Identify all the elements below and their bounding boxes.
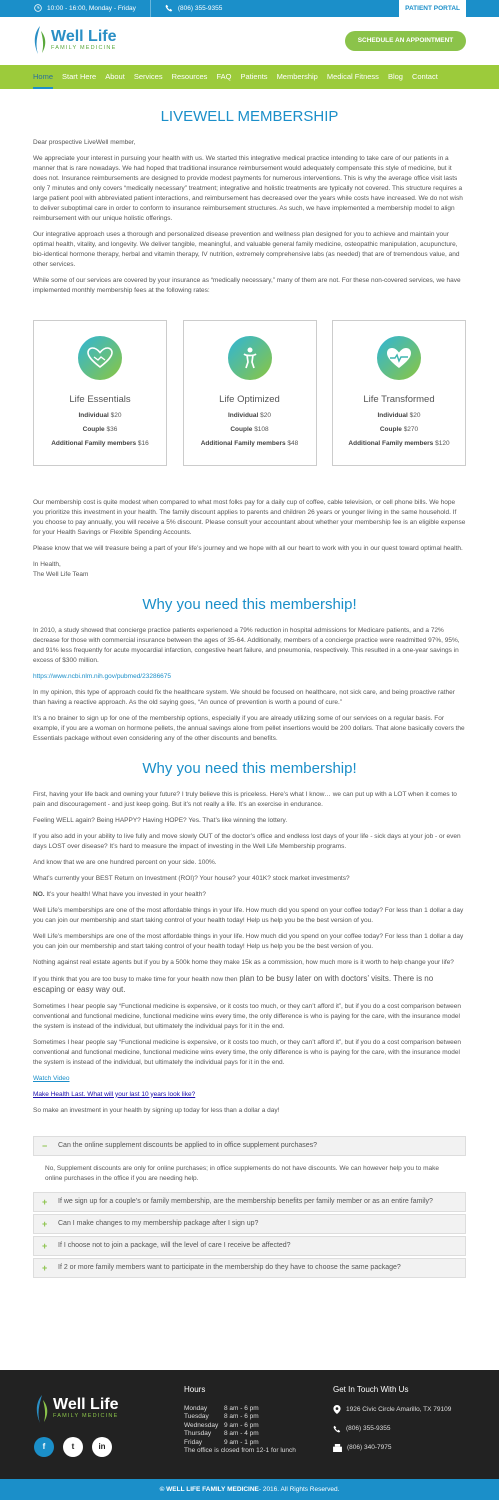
footer-brand: Well Life: [53, 1396, 119, 1414]
nav-faq[interactable]: FAQ: [216, 72, 232, 81]
top-phone-text: (806) 355-9355: [177, 4, 223, 12]
plan-individual: Individual $20: [227, 411, 271, 419]
body-paragraph: If you also add in your ability to live fully and move slowly OUT of the doctor’s office and endless lost days of your life - sick days at your job - or even days LOST over disease? It’s hard to measure the impact of investing in the Well Life Membership programs.: [33, 832, 461, 850]
faq-answer: No, Supplement discounts are only for online purchases; in office supplements do not have discounts. We can however help you to make online purchases in the office if you are needing help.: [45, 1164, 439, 1182]
plus-icon: +: [42, 1262, 48, 1273]
plan-individual: Individual $20: [377, 411, 421, 419]
body-paragraph: Nothing against real estate agents but if you by a 500k home they make 15k as a commission, how much more is it worth to help change your life?: [33, 958, 454, 966]
body-paragraph: What’s currently your BEST Return on Investment (ROI)? Your house? your 401K? stock market investments?: [33, 874, 350, 882]
patient-portal-button[interactable]: PATIENT PORTAL: [399, 0, 466, 17]
office-hours: [34, 4, 136, 13]
hours-row: Wednesday 9 am - 6 pm: [184, 1421, 259, 1429]
hours-row: Monday 8 am - 6 pm: [184, 1404, 259, 1412]
plan-couple: Couple $36: [82, 425, 118, 433]
plan-family: Additional Family members $48: [200, 439, 299, 447]
nav-resources[interactable]: Resources: [171, 72, 208, 81]
lunch-note: The office is closed from 12-1 for lunch: [184, 1447, 296, 1455]
twitter-icon[interactable]: t: [63, 1437, 83, 1457]
body-paragraph: Well Life’s memberships are one of the most affordable things in your life. How much did you spend on your coffee today? For less than 1 dollar a day you can join our membership and start taking control of your health today! Help us help you be the best version of you.: [33, 906, 464, 924]
membership-paragraph: Please know that we will treasure being a part of your life’s journey and we hope with all our heart to work with you in our quest toward optimal health.: [33, 545, 463, 552]
plan-family: Additional Family members $120: [348, 439, 450, 447]
plan-card-transformed: [332, 320, 466, 466]
faq-question[interactable]: + If I choose not to join a package, will the level of care I receive be affected?: [33, 1236, 466, 1256]
map-pin-icon: [333, 1405, 341, 1414]
watch-video-link[interactable]: Watch Video: [33, 1074, 70, 1082]
membership-paragraph: Our membership cost is quite modest when compared to what most folks pay for a daily cup of coffee, cable television, or cell phone bills. We hope you prioritize this investment in your health. The family discount applies to parents and children 26 years or younger living in the same household. If you choose to pay annually, you will receive a 5% discount. Please consult your accountant about whether your membership fee is an eligible expense for your Health Savings or Flexible Spending Accounts.: [33, 499, 466, 536]
intro-paragraph: While some of our services are covered by your insurance as “medically necessary,” many of them are not. For these non-covered services, we have implemented monthly membership fees at the following rates:: [33, 277, 461, 294]
footer-hours: [184, 1384, 314, 1456]
opinion-paragraph: In my opinion, this type of approach could fix the healthcare system. We should be focused on healthcare, not sick care, and being proactive rather than having a reactive approach. As the old saying goes, “An ounce of prevention is worth a pound of cure.”: [33, 688, 455, 706]
plan-individual: Individual $20: [78, 411, 122, 419]
office-hours-text: 10:00 - 16:00, Monday - Friday: [47, 4, 136, 12]
hours-row: Thursday 8 am - 4 pm: [184, 1430, 259, 1438]
nav-blog[interactable]: Blog: [387, 72, 403, 81]
study-paragraph: In 2010, a study showed that concierge practice patients experienced a 79% reduction in hospital admissions for Medicare patients, and a 72% decrease for those with commercial insurance between the ages of 35-64. Additionally, members of a concierge practice were readmitted 97%, 95%, and 91% less frequently for acute myocardial infarction, congestive heart failure, and pneumonia, respectively. This resulted in a one-year savings in excess of $300 million.: [33, 626, 460, 664]
nav-contact[interactable]: Contact: [411, 72, 438, 81]
footer-tagline: FAMILY MEDICINE: [53, 1413, 119, 1420]
divider: [150, 0, 151, 17]
copyright-bar: © WELL LIFE FAMILY MEDICINE - 2016. All Rights Reserved.: [0, 1479, 499, 1500]
fitness-figure-icon: [228, 336, 272, 380]
social-links: [34, 1437, 112, 1457]
handshake-heart-icon: [78, 336, 122, 380]
leaf-logo-icon: [32, 25, 48, 55]
body-paragraph: Well Life’s memberships are one of the most affordable things in your life. How much did you spend on your coffee today? For less than 1 dollar a day you can join our membership and start taking control of your health today! Help us help you be the best version of you.: [33, 932, 464, 950]
plan-name: Life Essentials: [69, 394, 131, 405]
pubmed-link[interactable]: https://www.ncbi.nlm.nih.gov/pubmed/23286675: [33, 672, 172, 680]
plus-icon: +: [42, 1196, 48, 1207]
plan-card-optimized: [183, 320, 317, 466]
busy-paragraph: If you think that you are too busy to make time for your health now then plan to be busy later on with doctors’ visits. There is no escaping or easy way out.: [33, 973, 434, 994]
faq-question[interactable]: + Can I make changes to my membership package after I sign up?: [33, 1214, 466, 1234]
brand-name: Well Life: [51, 27, 117, 45]
site-footer: [0, 1370, 499, 1479]
plan-name: Life Transformed: [363, 394, 435, 405]
clock-icon: [34, 4, 42, 12]
body-paragraph: And know that we are one hundred percent on your side. 100%.: [33, 858, 217, 866]
contact-title: Get In Touch With Us: [333, 1385, 409, 1394]
minus-icon: −: [42, 1140, 48, 1151]
fax-icon: [333, 1444, 342, 1452]
footer-logo[interactable]: [34, 1394, 119, 1424]
hours-title: Hours: [184, 1385, 206, 1394]
hours-row: Tuesday 8 am - 6 pm: [184, 1413, 259, 1421]
make-health-last-link[interactable]: Make Health Last. What will your last 10 years look like?: [33, 1090, 196, 1098]
nav-about[interactable]: About: [105, 72, 125, 81]
faq-question[interactable]: + If 2 or more family members want to participate in the membership do they have to choose the same package?: [33, 1258, 466, 1278]
page-title: LIVEWELL MEMBERSHIP: [160, 108, 339, 125]
body-paragraph: Sometimes I hear people say “Functional medicine is expensive, or it costs too much, or they can’t afford it”, but if you do a cost comparison between conventional and functional medicine, functional medicine wins every time, the only difference is who is paying for the care, with the insurance model the system is instead of the individual, but ultimately the individual pays for it in the end.: [33, 1038, 462, 1066]
no-brainer-paragraph: It’s a no brainer to sign up for one of the membership options, especially if you are already utilizing some of our services on a regular basis. For example, if you are a woman on hormone pellets, the annual savings alone from pellet insertions would be 200 dollars. That alone basically covers the Essentials package without even considering any of the other discounts and benefits.: [33, 714, 465, 742]
address: 1926 Civic Circle Amarillo, TX 79109: [333, 1405, 473, 1414]
faq-accordion: [33, 1136, 466, 1278]
main-content: [0, 106, 499, 1278]
facebook-icon[interactable]: f: [34, 1437, 54, 1457]
plus-icon: +: [42, 1218, 48, 1229]
body-paragraph: Feeling WELL again? Being HAPPY? Having HOPE? Yes. That’s like winning the lottery.: [33, 816, 288, 824]
plan-card-essentials: [33, 320, 167, 466]
signoff: In Health, The Well Life Team: [33, 561, 89, 578]
footer-contact: [333, 1384, 473, 1463]
site-header: [0, 17, 499, 65]
body-paragraph: First, having your life back and owning your future? I truly believe this is priceless. Here’s what I know… we can put up with a LOT when it comes to pain and discouragement - and just keep going. But it’s not really a life. It’s an exercise in endurance.: [33, 790, 457, 808]
linkedin-icon[interactable]: in: [92, 1437, 112, 1457]
intro-paragraph: We appreciate your interest in pursuing your health with us. We started this integrative medical practice intending to take care of our patients in a manner that is rare nowadays. We had hoped that traditional insurance reimbursement would adequately compensate this style of medicine, but it does not. Insurance reimbursements are designed to provide modest payments for numerous interventions. This is why the average office visit lasts only 7 minutes and only covers “medically necessary” treatment; integrative and holistic treatments are typically not covered. This structure requires a large patient pool with abbreviated patient interactions, and reimbursement has decreased over the years while costs have increased. We do not wish to deliver suboptimal care in order to conform to insurance reimbursement structures. As such, we have implemented a membership model to align reimbursement with our unique holistic offerings.: [33, 155, 463, 222]
faq-question[interactable]: + If we sign up for a couple’s or family membership, are the membership benefits per family member or as an entire family?: [33, 1192, 466, 1212]
nav-start-here[interactable]: Start Here: [62, 72, 97, 81]
footer-phone[interactable]: (806) 355-9355: [333, 1424, 473, 1433]
top-phone[interactable]: [165, 4, 222, 13]
plan-family: Additional Family members $16: [51, 439, 149, 447]
intro-paragraph: Our integrative approach uses a thorough and personalized disease prevention and wellness plan designed for you to achieve and maintain your optimal health, vitality, and longevity. We deliver tangible, meaningful, and valuable general family medicine, osteopathic manipulation, acupuncture, bio-identical hormone therapy, herbal and vitamin therapy, IV nutrition, extremely comprehensive labs (as needed) that are of tremendous value, and other services.: [33, 231, 460, 268]
main-nav: [0, 65, 499, 89]
top-bar: [0, 0, 499, 17]
plan-couple: Couple $270: [379, 425, 419, 433]
closing-paragraph: So make an investment in your health by signing up today for less than a dollar a day!: [33, 1106, 280, 1114]
body-paragraph: NO. It’s your health! What have you invested in your health?: [33, 890, 206, 898]
nav-medical-fitness[interactable]: Medical Fitness: [326, 72, 379, 81]
heartbeat-icon: [377, 336, 421, 380]
site-logo[interactable]: [32, 25, 117, 55]
nav-home[interactable]: Home: [33, 66, 53, 89]
section-heading: Why you need this membership!: [142, 759, 357, 777]
nav-patients[interactable]: Patients: [240, 72, 268, 81]
section-heading: Why you need this membership!: [142, 596, 357, 613]
hours-row: Friday 9 am - 1 pm: [184, 1438, 259, 1446]
footer-fax: (806) 340-7975: [333, 1443, 473, 1452]
intro-salutation: Dear prospective LiveWell member,: [33, 139, 136, 146]
body-paragraph: Sometimes I hear people say “Functional medicine is expensive, or it costs too much, or they can’t afford it”, but if you do a cost comparison between conventional and functional medicine, functional medicine wins every time, the only difference is who is paying for the care, with the insurance model the system is instead of the individual, but ultimately the individual pays for it in the end.: [33, 1002, 462, 1030]
nav-membership[interactable]: Membership: [276, 72, 318, 81]
schedule-appointment-button[interactable]: SCHEDULE AN APPOINTMENT: [345, 31, 466, 51]
brand-tagline: FAMILY MEDICINE: [51, 44, 117, 51]
faq-question[interactable]: − Can the online supplement discounts be applied to in office supplement purchases?: [33, 1136, 466, 1156]
phone-icon: [165, 4, 173, 12]
phone-icon: [333, 1425, 341, 1433]
plan-couple: Couple $108: [230, 425, 269, 433]
nav-services[interactable]: Services: [133, 72, 163, 81]
leaf-logo-icon: [34, 1394, 50, 1424]
membership-plans: [33, 320, 466, 466]
plus-icon: +: [42, 1240, 48, 1251]
plan-name: Life Optimized: [219, 394, 280, 405]
